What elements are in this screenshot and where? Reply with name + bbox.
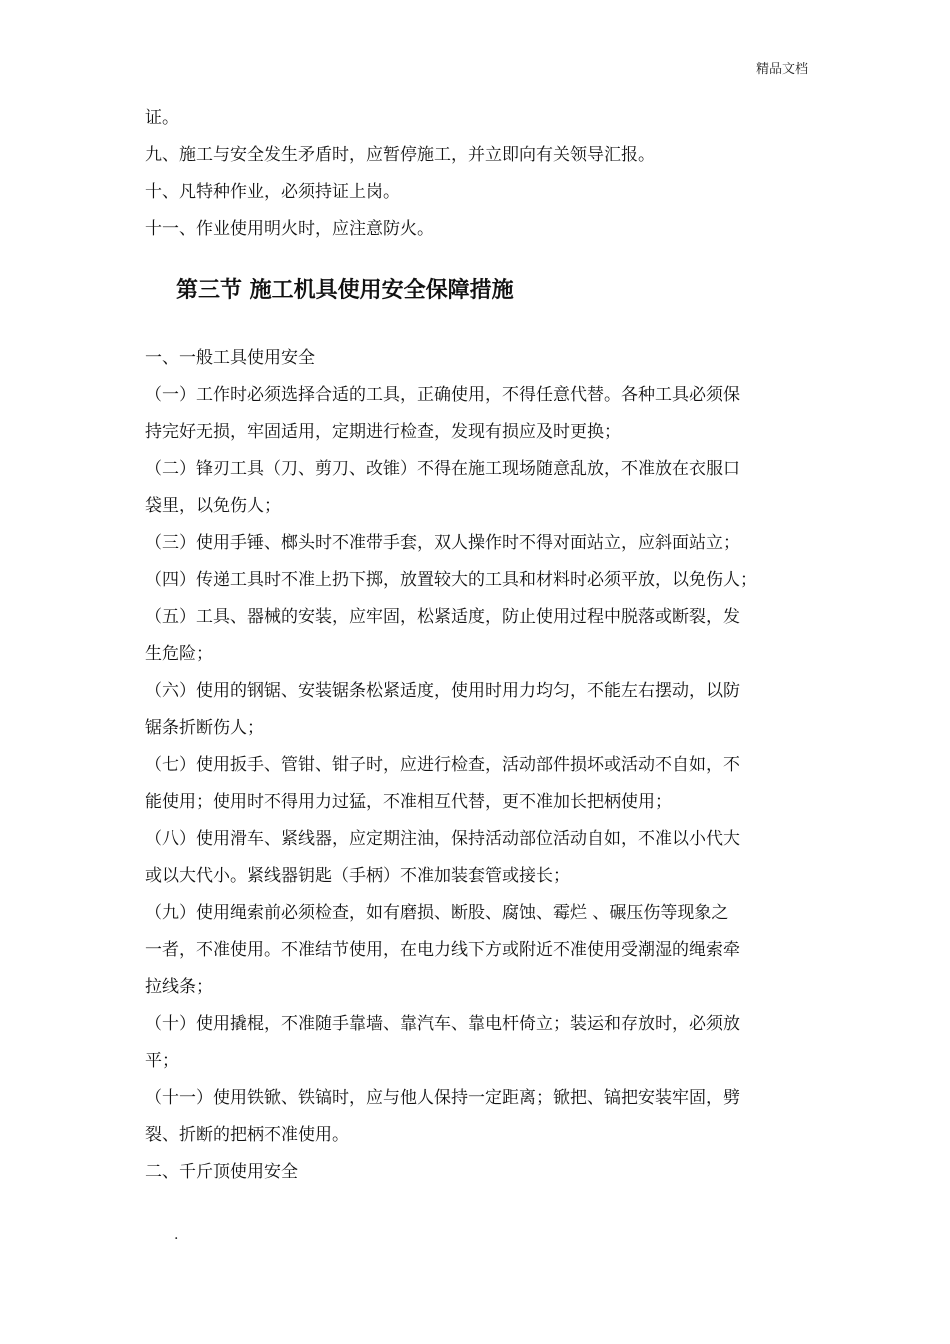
paragraph-line: （九）使用绳索前必须检查，如有磨损、断股、腐蚀、霉烂 、碾压伤等现象之 (145, 903, 729, 923)
paragraph-line: 十、凡特种作业，必须持证上岗。 (145, 182, 400, 202)
section-title: 第三节 施工机具使用安全保障措施 (176, 278, 514, 303)
paragraph-line: （十一）使用铁锨、铁镐时，应与他人保持一定距离；锨把、镐把安装牢固，劈 (145, 1088, 740, 1108)
paragraph-line: 拉线条； (145, 977, 213, 997)
paragraph-line: （六）使用的钢锯、安装锯条松紧适度，使用时用力均匀，不能左右摆动，以防 (145, 681, 740, 701)
paragraph-line: 裂、折断的把柄不准使用。 (145, 1125, 349, 1145)
document-body (145, 100, 815, 1191)
paragraph-line: 九、施工与安全发生矛盾时，应暂停施工，并立即向有关领导汇报。 (145, 145, 655, 165)
paragraph-line: （二）锋刃工具（刀、剪刀、改锥）不得在施工现场随意乱放，不准放在衣服口 (145, 459, 740, 479)
paragraph-line: 生危险； (145, 644, 213, 664)
paragraph-line: （七）使用扳手、管钳、钳子时，应进行检查，活动部件损坏或活动不自如，不 (145, 755, 740, 775)
footer-mark: . (174, 1227, 179, 1243)
header-label: 精品文档 (755, 62, 808, 77)
paragraph-line: 持完好无损，牢固适用，定期进行检查，发现有损应及时更换； (145, 422, 621, 442)
paragraph-line: 平； (145, 1051, 179, 1071)
paragraph-line: 二、千斤顶使用安全 (145, 1162, 298, 1182)
paragraph-line: （八）使用滑车、紧线器，应定期注油，保持活动部位活动自如，不准以小代大 (145, 829, 740, 849)
paragraph-line: （三）使用手锤、榔头时不准带手套，双人操作时不得对面站立，应斜面站立； (145, 533, 740, 553)
paragraph-line: （十）使用撬棍，不准随手靠墙、靠汽车、靠电杆倚立；装运和存放时，必须放 (145, 1014, 740, 1034)
paragraph-line: 袋里，以免伤人； (145, 496, 281, 516)
paragraph-line: 一、一般工具使用安全 (145, 348, 315, 368)
paragraph-line: （四）传递工具时不准上扔下掷，放置较大的工具和材料时必须平放，以免伤人； (145, 570, 757, 590)
paragraph-line: 证。 (145, 108, 179, 128)
paragraph-line: 锯条折断伤人； (145, 718, 264, 738)
paragraph-line: 一者，不准使用。不准结节使用，在电力线下方或附近不准使用受潮湿的绳索牵 (145, 940, 740, 960)
paragraph-line: 或以大代小。紧线器钥匙（手柄）不准加装套管或接长； (145, 866, 570, 886)
paragraph-line: 十一、作业使用明火时，应注意防火。 (145, 219, 434, 239)
paragraph-line: （一）工作时必须选择合适的工具，正确使用，不得任意代替。各种工具必须保 (145, 385, 740, 405)
paragraph-line: （五）工具、器械的安装，应牢固，松紧适度，防止使用过程中脱落或断裂，发 (145, 607, 740, 627)
paragraph-line: 能使用；使用时不得用力过猛，不准相互代替，更不准加长把柄使用； (145, 792, 672, 812)
